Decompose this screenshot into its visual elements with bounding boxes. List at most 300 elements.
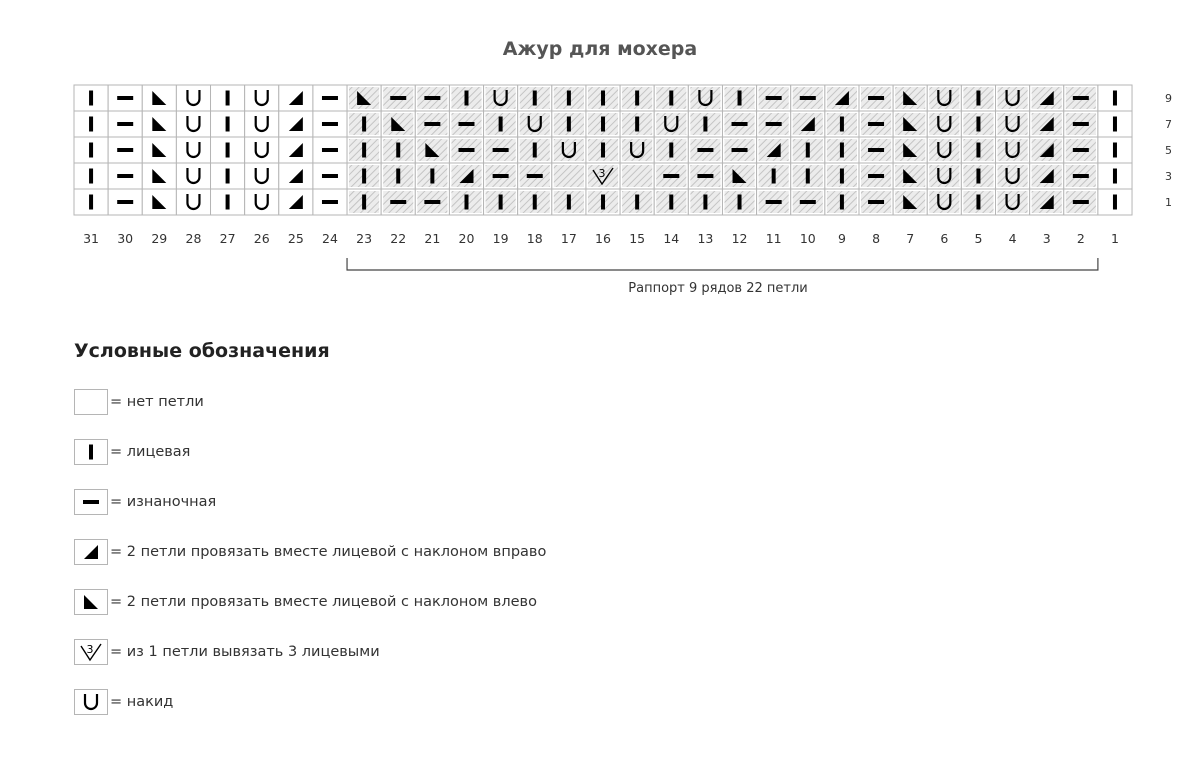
row-number: 9 xyxy=(1165,92,1173,105)
chart-cell xyxy=(245,189,279,215)
chart-cell xyxy=(722,85,756,111)
chart-cell xyxy=(347,163,381,189)
knit-bar-icon xyxy=(669,195,673,210)
empty-square-icon xyxy=(74,389,108,415)
right-slant-triangle-icon xyxy=(74,539,108,565)
knit-bar-icon xyxy=(635,91,639,106)
chart-cell xyxy=(108,189,142,215)
chart-cell xyxy=(279,137,313,163)
knit-bar-icon xyxy=(499,195,503,210)
column-number: 20 xyxy=(458,231,475,246)
chart-cell xyxy=(552,189,586,215)
chart-cell xyxy=(620,137,654,163)
knit-bar-icon xyxy=(840,195,844,210)
chart-cell xyxy=(211,111,245,137)
purl-dash-icon xyxy=(424,122,440,126)
chart-cell xyxy=(74,163,108,189)
row-number: 3 xyxy=(1165,170,1173,183)
knit-bar-icon xyxy=(806,169,810,184)
knit-bar-icon xyxy=(635,195,639,210)
purl-dash-icon xyxy=(117,96,133,100)
chart-cell xyxy=(415,111,449,137)
chart-cell xyxy=(211,189,245,215)
knit-bar-icon xyxy=(703,195,707,210)
chart-cell xyxy=(757,189,791,215)
purl-dash-icon xyxy=(868,96,884,100)
knit-bar-icon xyxy=(396,169,400,184)
column-number: 19 xyxy=(492,231,509,246)
chart-cell xyxy=(381,111,415,137)
knit-bar-icon xyxy=(226,91,230,106)
chart-cell xyxy=(245,111,279,137)
column-number: 3 xyxy=(1042,231,1051,246)
chart-cell xyxy=(449,163,483,189)
purl-dash-icon xyxy=(390,96,406,100)
chart-cell xyxy=(1098,111,1132,137)
chart-cell xyxy=(688,85,722,111)
chart-cell xyxy=(1098,189,1132,215)
chart-cell xyxy=(484,189,518,215)
chart-cell xyxy=(825,137,859,163)
chart-cell xyxy=(996,189,1030,215)
row-number: 1 xyxy=(1165,196,1173,209)
legend-title: Условные обозначения xyxy=(74,340,330,362)
column-number: 24 xyxy=(322,231,338,246)
chart-cell xyxy=(859,137,893,163)
knit-bar-icon xyxy=(669,143,673,158)
knit-bar-icon xyxy=(430,169,434,184)
knit-bar-icon xyxy=(533,91,537,106)
increase-three-icon xyxy=(74,639,108,665)
knit-bar-icon xyxy=(464,91,468,106)
knit-bar-icon xyxy=(601,195,605,210)
knit-bar-icon xyxy=(533,195,537,210)
chart-cell xyxy=(245,163,279,189)
knit-bar-icon xyxy=(976,143,980,158)
knitting-chart xyxy=(0,0,1200,320)
column-number: 7 xyxy=(906,231,915,246)
chart-cell xyxy=(279,85,313,111)
chart-cell xyxy=(518,111,552,137)
purl-dash-icon xyxy=(83,500,99,504)
chart-cell xyxy=(313,85,347,111)
knit-bar-icon xyxy=(772,169,776,184)
knit-bar-icon xyxy=(533,143,537,158)
column-number: 5 xyxy=(974,231,983,246)
chart-cell xyxy=(791,111,825,137)
column-number: 17 xyxy=(560,231,577,246)
chart-cell xyxy=(1064,137,1098,163)
knit-bar-icon xyxy=(976,117,980,132)
column-number: 21 xyxy=(424,231,441,246)
chart-cell xyxy=(1030,189,1064,215)
chart-cell xyxy=(1064,163,1098,189)
chart-cell xyxy=(245,85,279,111)
chart-cell xyxy=(1098,163,1132,189)
chart-cell xyxy=(1098,85,1132,111)
chart-cell xyxy=(74,85,108,111)
column-number: 28 xyxy=(185,231,202,246)
purl-dash-icon xyxy=(766,200,782,204)
chart-cell xyxy=(1064,111,1098,137)
knit-bar-icon xyxy=(226,143,230,158)
chart-cell xyxy=(620,163,654,189)
chart-cell xyxy=(552,137,586,163)
chart-cell xyxy=(313,111,347,137)
chart-cell xyxy=(313,137,347,163)
chart-cell xyxy=(620,85,654,111)
chart-cell xyxy=(176,189,210,215)
chart-cell xyxy=(654,111,688,137)
chart-cell xyxy=(893,137,927,163)
left-slant-triangle-icon xyxy=(74,589,108,615)
chart-cell xyxy=(927,85,961,111)
knit-bar-icon xyxy=(226,169,230,184)
chart-cell xyxy=(449,137,483,163)
chart-cell xyxy=(927,137,961,163)
chart-cell xyxy=(415,137,449,163)
purl-dash-icon xyxy=(697,174,713,178)
purl-dash-icon xyxy=(458,122,474,126)
column-number: 16 xyxy=(595,231,611,246)
chart-cell xyxy=(347,189,381,215)
knit-bar-icon xyxy=(499,117,503,132)
purl-dash-icon xyxy=(493,148,509,152)
purl-dash-icon xyxy=(766,96,782,100)
knit-bar-icon xyxy=(1113,117,1117,132)
purl-dash-icon xyxy=(424,96,440,100)
chart-cell xyxy=(859,163,893,189)
purl-dash-icon xyxy=(1073,96,1089,100)
knit-bar-icon xyxy=(89,117,93,132)
purl-dash-icon xyxy=(117,148,133,152)
chart-cell xyxy=(961,85,995,111)
chart-cell xyxy=(142,85,176,111)
chart-cell xyxy=(961,189,995,215)
purl-dash-icon xyxy=(527,174,543,178)
column-number: 27 xyxy=(219,231,236,246)
knit-bar-icon xyxy=(1113,143,1117,158)
chart-cell xyxy=(518,189,552,215)
knit-bar-icon xyxy=(362,195,366,210)
chart-cell xyxy=(1030,111,1064,137)
chart-cell xyxy=(211,163,245,189)
knit-bar-icon xyxy=(567,195,571,210)
chart-cell xyxy=(927,163,961,189)
knit-bar-icon xyxy=(840,117,844,132)
chart-cell xyxy=(825,85,859,111)
column-number: 18 xyxy=(526,231,543,246)
purl-dash-icon xyxy=(322,122,338,126)
knit-bar-icon xyxy=(567,117,571,132)
chart-cell xyxy=(313,189,347,215)
purl-dash-icon xyxy=(1073,122,1089,126)
knit-bar-icon xyxy=(89,445,93,460)
purl-dash-icon xyxy=(868,200,884,204)
legend-text: = нет петли xyxy=(110,394,204,410)
chart-cell xyxy=(586,163,620,189)
chart-cell xyxy=(449,111,483,137)
knit-bar-icon xyxy=(738,195,742,210)
chart-cell xyxy=(757,111,791,137)
knit-bar-icon xyxy=(464,195,468,210)
chart-cell xyxy=(313,163,347,189)
purl-dash-icon xyxy=(697,148,713,152)
knit-bar-icon xyxy=(396,143,400,158)
column-number: 13 xyxy=(697,231,714,246)
chart-cell xyxy=(586,189,620,215)
chart-cell xyxy=(927,189,961,215)
knit-bar-icon xyxy=(1113,169,1117,184)
chart-cell xyxy=(74,189,108,215)
purl-dash-icon xyxy=(1073,174,1089,178)
chart-cell xyxy=(688,137,722,163)
row-number: 7 xyxy=(1165,118,1173,131)
chart-cell xyxy=(1030,137,1064,163)
chart-cell xyxy=(859,85,893,111)
chart-cell xyxy=(552,85,586,111)
chart-cell xyxy=(108,85,142,111)
svg-text:3: 3 xyxy=(86,643,94,656)
chart-cell xyxy=(791,137,825,163)
purl-dash-icon xyxy=(322,200,338,204)
chart-cell xyxy=(449,189,483,215)
knit-bar-icon xyxy=(89,143,93,158)
svg-text:3: 3 xyxy=(598,167,606,180)
column-number: 25 xyxy=(287,231,304,246)
knit-bar-icon xyxy=(976,195,980,210)
chart-cell xyxy=(415,189,449,215)
chart-cell xyxy=(484,85,518,111)
column-number: 8 xyxy=(872,231,881,246)
chart-cell xyxy=(1064,85,1098,111)
legend-text: = лицевая xyxy=(110,444,191,460)
column-number: 12 xyxy=(731,231,748,246)
column-number: 15 xyxy=(629,231,646,246)
chart-cell xyxy=(791,189,825,215)
legend-text: = из 1 петли вывязать 3 лицевыми xyxy=(110,644,380,660)
chart-cell xyxy=(859,189,893,215)
knit-bar-icon xyxy=(1113,91,1117,106)
knit-bar-icon xyxy=(840,169,844,184)
purl-dash-icon xyxy=(322,148,338,152)
chart-cell xyxy=(552,163,586,189)
chart-cell xyxy=(279,189,313,215)
chart-cell xyxy=(688,163,722,189)
chart-cell xyxy=(654,163,688,189)
knit-bar-icon xyxy=(1113,195,1117,210)
purl-dash-icon xyxy=(868,174,884,178)
purl-dash-icon xyxy=(117,200,133,204)
chart-cell xyxy=(654,189,688,215)
chart-cell xyxy=(347,137,381,163)
knit-bar-icon xyxy=(362,117,366,132)
purl-dash-icon xyxy=(390,200,406,204)
purl-dash-icon xyxy=(322,96,338,100)
chart-cell xyxy=(893,189,927,215)
purl-dash-icon xyxy=(74,489,108,515)
column-number: 1 xyxy=(1110,231,1119,246)
knit-bar-icon xyxy=(362,143,366,158)
chart-cell xyxy=(347,111,381,137)
chart-cell xyxy=(484,111,518,137)
purl-dash-icon xyxy=(117,174,133,178)
purl-dash-icon xyxy=(117,122,133,126)
chart-cell xyxy=(347,85,381,111)
chart-cell xyxy=(893,85,927,111)
knit-bar-icon xyxy=(806,143,810,158)
row-number: 5 xyxy=(1165,144,1173,157)
purl-dash-icon xyxy=(868,148,884,152)
purl-dash-icon xyxy=(493,174,509,178)
column-number: 30 xyxy=(117,231,134,246)
chart-cell xyxy=(518,163,552,189)
purl-dash-icon xyxy=(766,122,782,126)
legend-text: = накид xyxy=(110,694,174,710)
chart-cell xyxy=(484,137,518,163)
knit-bar-icon xyxy=(226,117,230,132)
knit-bar-icon xyxy=(976,91,980,106)
purl-dash-icon xyxy=(458,148,474,152)
legend-text: = 2 петли провязать вместе лицевой с наклоном вправо xyxy=(110,544,547,560)
knit-bar-icon xyxy=(226,195,230,210)
chart-cell xyxy=(415,163,449,189)
chart-cell xyxy=(996,137,1030,163)
chart-cell xyxy=(893,163,927,189)
chart-cell xyxy=(859,111,893,137)
yarn-over-icon xyxy=(74,689,108,715)
chart-cell xyxy=(791,163,825,189)
chart-cell xyxy=(654,85,688,111)
column-number: 23 xyxy=(356,231,373,246)
chart-cell xyxy=(825,163,859,189)
chart-cell xyxy=(825,189,859,215)
chart-cell xyxy=(108,111,142,137)
chart-cell xyxy=(449,85,483,111)
knit-bar-icon xyxy=(89,91,93,106)
column-number: 31 xyxy=(83,231,100,246)
chart-cell xyxy=(381,137,415,163)
chart-cell xyxy=(654,137,688,163)
purl-dash-icon xyxy=(663,174,679,178)
chart-cell xyxy=(1030,163,1064,189)
knit-bar-icon xyxy=(601,143,605,158)
chart-cell xyxy=(176,137,210,163)
chart-cell xyxy=(996,163,1030,189)
chart-cell xyxy=(757,137,791,163)
chart-title: Ажур для мохера xyxy=(502,38,698,60)
knit-bar-icon xyxy=(976,169,980,184)
column-number: 11 xyxy=(765,231,782,246)
chart-cell xyxy=(176,85,210,111)
chart-cell xyxy=(757,163,791,189)
knit-bar-icon xyxy=(89,169,93,184)
chart-cell xyxy=(688,111,722,137)
chart-cell xyxy=(211,137,245,163)
chart-cell xyxy=(142,111,176,137)
column-number: 22 xyxy=(390,231,407,246)
chart-cell xyxy=(1030,85,1064,111)
chart-cell xyxy=(279,163,313,189)
purl-dash-icon xyxy=(868,122,884,126)
chart-cell xyxy=(518,85,552,111)
column-number: 9 xyxy=(837,231,846,246)
chart-cell xyxy=(415,85,449,111)
chart-cell xyxy=(245,137,279,163)
purl-dash-icon xyxy=(322,174,338,178)
chart-cell xyxy=(688,189,722,215)
chart-cell xyxy=(893,111,927,137)
chart-cell xyxy=(586,111,620,137)
column-number: 6 xyxy=(940,231,949,246)
knit-bar-icon xyxy=(89,195,93,210)
purl-dash-icon xyxy=(732,148,748,152)
chart-cell xyxy=(620,189,654,215)
chart-cell xyxy=(142,163,176,189)
chart-cell xyxy=(74,111,108,137)
chart-cell xyxy=(791,85,825,111)
chart-cell xyxy=(176,111,210,137)
knit-bar-icon xyxy=(738,91,742,106)
purl-dash-icon xyxy=(1073,148,1089,152)
chart-cell xyxy=(176,163,210,189)
chart-cell xyxy=(722,189,756,215)
chart-cell xyxy=(722,137,756,163)
chart-cell xyxy=(961,163,995,189)
knit-bar-icon xyxy=(669,91,673,106)
knit-bar-icon xyxy=(567,91,571,106)
repeat-label: Раппорт 9 рядов 22 петли xyxy=(628,281,808,296)
chart-cell xyxy=(927,111,961,137)
chart-cell xyxy=(1064,189,1098,215)
column-number: 4 xyxy=(1008,231,1017,246)
chart-cell xyxy=(586,137,620,163)
chart-cell xyxy=(825,111,859,137)
repeat-bracket xyxy=(347,258,1098,270)
column-number: 10 xyxy=(799,231,816,246)
chart-cell xyxy=(996,111,1030,137)
knit-bar-icon xyxy=(840,143,844,158)
purl-dash-icon xyxy=(424,200,440,204)
chart-cell xyxy=(757,85,791,111)
chart-cell xyxy=(961,137,995,163)
chart-cell xyxy=(722,111,756,137)
knit-bar-icon xyxy=(703,117,707,132)
knit-bar-icon xyxy=(601,91,605,106)
chart-cell xyxy=(142,189,176,215)
purl-dash-icon xyxy=(800,200,816,204)
chart-cell xyxy=(552,111,586,137)
legend-text: = 2 петли провязать вместе лицевой с наклоном влево xyxy=(110,594,537,610)
purl-dash-icon xyxy=(732,122,748,126)
chart-cell xyxy=(1098,137,1132,163)
chart-cell xyxy=(381,163,415,189)
chart-cell xyxy=(211,85,245,111)
knit-bar-icon xyxy=(601,117,605,132)
chart-cell xyxy=(484,163,518,189)
chart-cell xyxy=(74,137,108,163)
chart-cell xyxy=(108,137,142,163)
chart-cell xyxy=(381,85,415,111)
chart-cell xyxy=(722,163,756,189)
chart-cell xyxy=(586,85,620,111)
chart-cell xyxy=(518,137,552,163)
knit-bar-icon xyxy=(362,169,366,184)
knit-bar-icon xyxy=(635,117,639,132)
column-number: 26 xyxy=(253,231,270,246)
chart-cell xyxy=(142,137,176,163)
chart-cell xyxy=(961,111,995,137)
